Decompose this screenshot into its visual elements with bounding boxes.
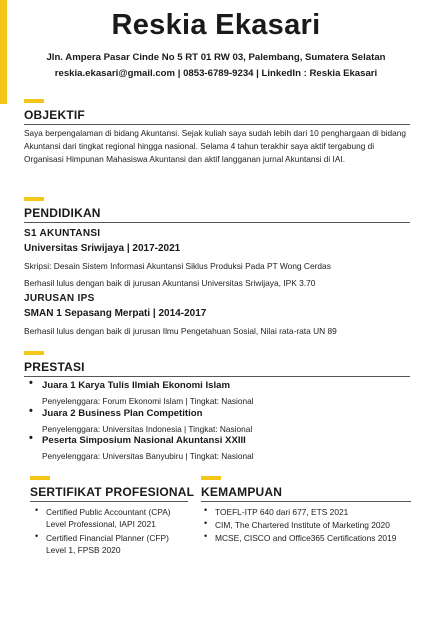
bullet-icon: • (29, 377, 33, 389)
bullet-icon: • (35, 505, 39, 515)
resume-name: Reskia Ekasari (111, 9, 321, 41)
achievement-title: Juara 2 Business Plan Competition (42, 408, 203, 419)
certificate-detail: Level Professional, IAPI 2021 (46, 519, 156, 529)
section-rule (24, 222, 410, 223)
achievement-detail: Penyelenggara: Forum Ekonomi Islam | Tingkat: Nasional (42, 396, 254, 406)
section-dash (24, 197, 44, 201)
bullet-icon: • (29, 405, 33, 417)
certificate-item (46, 532, 196, 556)
section-dash (201, 476, 221, 480)
achievement-detail: Penyelenggara: Universitas Indonesia | Tingkat: Nasional (42, 424, 253, 434)
certificate-name: Certified Public Accountant (CPA) (46, 507, 171, 517)
section-rule (24, 124, 410, 125)
section-dash (30, 476, 50, 480)
section-title-kemampuan: KEMAMPUAN (201, 485, 283, 499)
bullet-icon: • (204, 505, 208, 515)
certificate-item (46, 506, 196, 530)
section-title-prestasi: PRESTASI (24, 360, 85, 374)
skill-item: CIM, The Chartered Institute of Marketing 2020 (215, 520, 390, 530)
section-rule (201, 501, 411, 502)
section-dash (24, 99, 44, 103)
bullet-icon: • (35, 531, 39, 541)
achievement-title: Peserta Simposium Nasional Akuntansi XXIII (42, 435, 246, 446)
certificate-detail: Level 1, FPSB 2020 (46, 545, 121, 555)
section-dash (24, 351, 44, 355)
objektif-text: Saya berpengalaman di bidang Akuntansi. Sejak kuliah saya sudah lebih dari 10 penghargaan di bidang Akuntansi dari tingkat regional hingga nasional. Selama 4 tahun terakhir saya aktif tergabung di Organisasi Himpunan Mahasiswa Akuntansi dan aktif langganan jurnal Akuntansi di IAI. (24, 128, 406, 164)
skill-item: TOEFL-ITP 640 dari 677, ETS 2021 (215, 507, 349, 517)
achievement-title: Juara 1 Karya Tulis Ilmiah Ekonomi Islam (42, 380, 231, 391)
section-rule (24, 376, 410, 377)
education-line: Berhasil lulus dengan baik di jurusan Ilmu Pengetahuan Sosial, Nilai rata-rata UN 89 (24, 326, 337, 336)
section-title-objektif: OBJEKTIF (24, 108, 85, 122)
bullet-icon: • (29, 432, 33, 444)
section-rule (30, 501, 188, 502)
institution: Universitas Sriwijaya | 2017-2021 (24, 243, 181, 254)
education-line: Skripsi: Desain Sistem Informasi Akuntansi Siklus Produksi Pada PT Wong Cerdas (24, 261, 331, 271)
degree-title: JURUSAN IPS (24, 293, 95, 304)
address-line: Jln. Ampera Pasar Cinde No 5 RT 01 RW 03, Palembang, Sumatera Selatan (46, 52, 386, 63)
education-line: Berhasil lulus dengan baik di jurusan Akuntansi Universitas Sriwijaya, IPK 3.70 (24, 278, 316, 288)
bullet-icon: • (204, 518, 208, 528)
achievement-detail: Penyelenggara: Universitas Banyubiru | Tingkat: Nasional (42, 451, 254, 461)
contact-line: reskia.ekasari@gmail.com | 0853-6789-9234 | LinkedIn : Reskia Ekasari (54, 68, 378, 79)
degree-title: S1 AKUNTANSI (24, 228, 101, 239)
section-title-sertifikat: SERTIFIKAT PROFESIONAL (30, 485, 195, 499)
institution: SMAN 1 Sepasang Merpati | 2014-2017 (24, 308, 207, 319)
bullet-icon: • (204, 531, 208, 541)
section-title-pendidikan: PENDIDIKAN (24, 206, 101, 220)
skill-item: MCSE, CISCO and Office365 Certifications 2019 (215, 533, 397, 543)
certificate-name: Certified Financial Planner (CFP) (46, 533, 169, 543)
